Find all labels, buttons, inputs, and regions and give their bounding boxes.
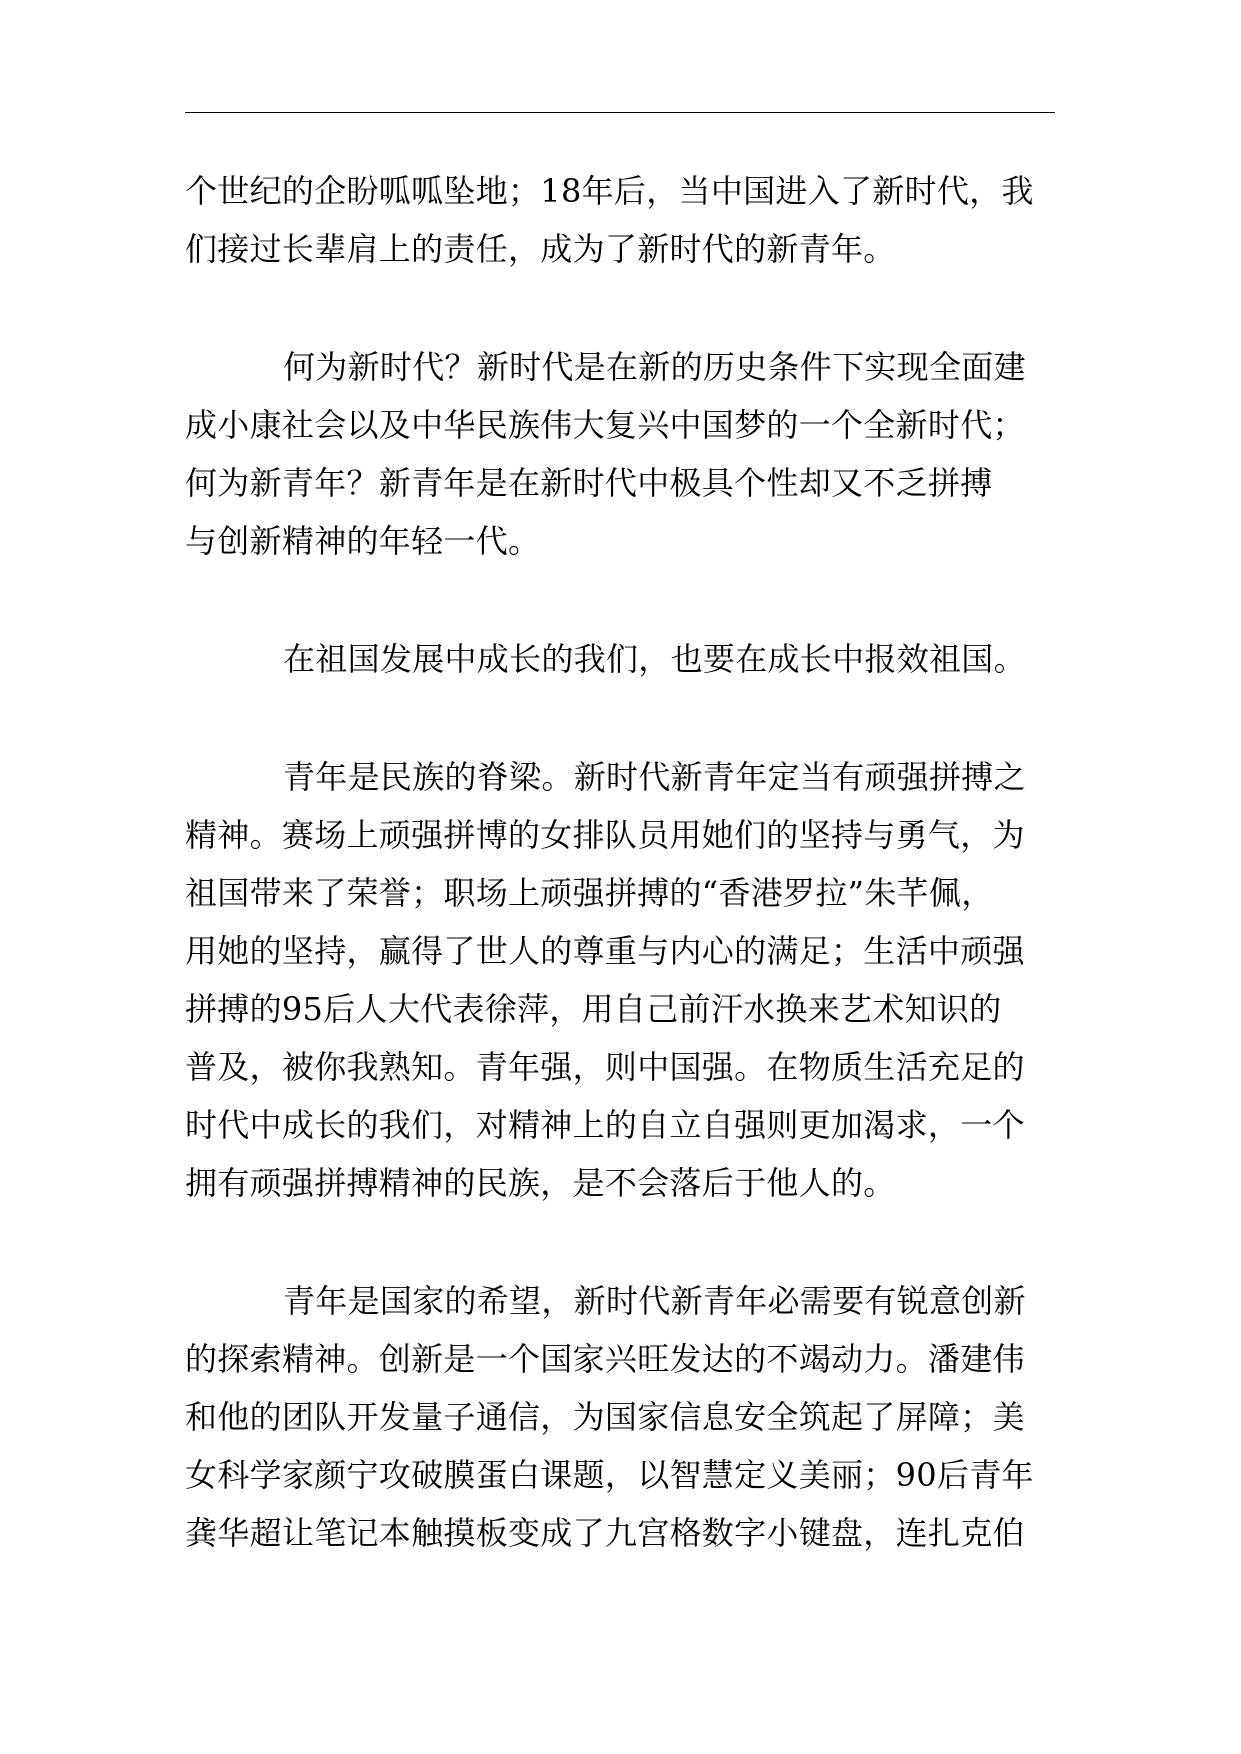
paragraph: [185, 630, 1055, 688]
text-line: 青年是国家的希望，新时代新青年必需要有锐意创新: [283, 1282, 1026, 1320]
text-line: 和他的团队开发量子通信，为国家信息安全筑起了屏障；美: [185, 1398, 1025, 1436]
body-text: [185, 162, 1055, 1562]
paragraph: [185, 1272, 1055, 1562]
text-line: 何为新青年？新青年是在新时代中极具个性却又不乏拼搏: [185, 464, 993, 502]
text-line: 青年是民族的脊梁。新时代新青年定当有顽强拼搏之: [283, 758, 1026, 796]
text-line: 何为新时代？新时代是在新的历史条件下实现全面建: [283, 348, 1026, 386]
header-rule: [185, 112, 1055, 113]
text-line: 们接过长辈肩上的责任，成为了新时代的新青年。: [185, 230, 896, 268]
text-line: 拥有顽强拼搏精神的民族，是不会落后于他人的。: [185, 1164, 896, 1202]
text-line: 龚华超让笔记本触摸板变成了九宫格数字小键盘，连扎克伯: [185, 1514, 1025, 1552]
text-line: 祖国带来了荣誉；职场上顽强拼搏的“香港罗拉”朱芊佩，: [185, 874, 994, 912]
text-line: 个世纪的企盼呱呱坠地；18年后，当中国进入了新时代，我: [185, 172, 1034, 210]
text-line: 在祖国发展中成长的我们，也要在成长中报效祖国。: [283, 640, 1026, 678]
paragraph: [185, 748, 1055, 1212]
text-line: 女科学家颜宁攻破膜蛋白课题，以智慧定义美丽；90后青年: [185, 1456, 1034, 1494]
paragraph: [185, 338, 1055, 570]
text-line: 普及，被你我熟知。青年强，则中国强。在物质生活充足的: [185, 1048, 1025, 1086]
text-line: 拼搏的95后人大代表徐萍，用自己前汗水换来艺术知识的: [185, 990, 1002, 1028]
text-line: 与创新精神的年轻一代。: [185, 522, 541, 560]
text-line: 的探索精神。创新是一个国家兴旺发达的不竭动力。潘建伟: [185, 1340, 1025, 1378]
text-line: 时代中成长的我们，对精神上的自立自强则更加渴求，一个: [185, 1106, 1025, 1144]
text-line: 成小康社会以及中华民族伟大复兴中国梦的一个全新时代；: [185, 406, 1025, 444]
paragraph: [185, 162, 1055, 278]
paragraph-gap: [185, 278, 1055, 338]
paragraph-gap: [185, 570, 1055, 630]
paragraph-gap: [185, 1212, 1055, 1272]
text-line: 用她的坚持，赢得了世人的尊重与内心的满足；生活中顽强: [185, 932, 1025, 970]
text-line: 精神。赛场上顽强拼博的女排队员用她们的坚持与勇气，为: [185, 816, 1025, 854]
paragraph-gap: [185, 688, 1055, 748]
